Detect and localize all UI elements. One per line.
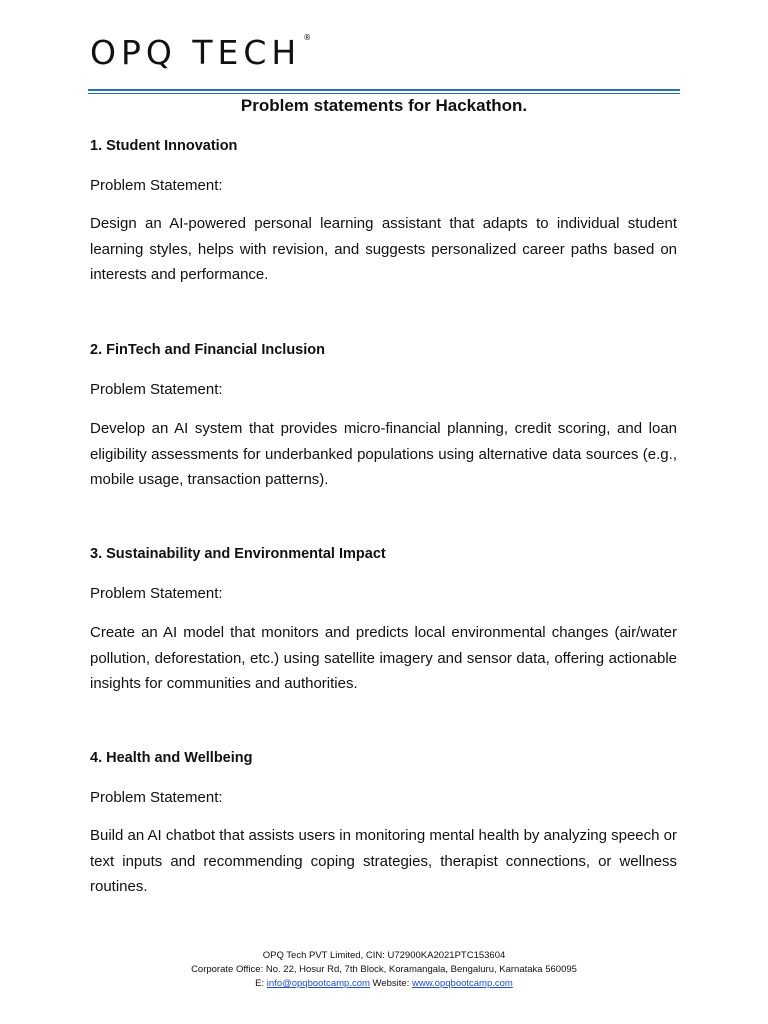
footer-contact-line — [0, 977, 768, 991]
footer-website-link[interactable]: www.opqbootcamp.com — [411, 978, 513, 989]
section-text-1: Design an AI-powered personal learning assistant that adapts to individual student learning styles, helps with revision, and suggests personalized career paths based on interests and performance. — [90, 215, 677, 283]
section-heading-1: 1. Student Innovation — [90, 138, 238, 154]
page-footer — [0, 949, 768, 991]
page-title: Problem statements for Hackathon. — [240, 96, 528, 115]
footer-email-link[interactable]: info@opqbootcamp.com — [266, 978, 370, 989]
section-text-4: Build an AI chatbot that assists users in monitoring mental health by analyzing speech or text inputs and recommending coping strategies, therapist connections, or wellness routines. — [90, 827, 677, 895]
section-heading-2: 2. FinTech and Financial Inclusion — [90, 342, 325, 358]
company-logo — [90, 33, 312, 72]
section-label-2: Problem Statement: — [90, 381, 223, 398]
header-rule-top — [88, 89, 680, 91]
registered-mark: ® — [303, 33, 312, 42]
section-text-2: Develop an AI system that provides micro-financial planning, credit scoring, and loan eligibility assessments for underbanked populations using alternative data sources (e.g., mobile usage, transaction patterns). — [90, 420, 677, 488]
section-label-4: Problem Statement: — [90, 789, 223, 806]
footer-email-prefix: E: — [255, 978, 265, 989]
logo-text: OPQ TECH — [90, 33, 302, 72]
section-text-3: Create an AI model that monitors and predicts local environmental changes (air/water pollution, deforestation, etc.) using satellite imagery and sensor data, offering actionable insights for communities and authorities. — [90, 624, 677, 692]
section-heading-4: 4. Health and Wellbeing — [90, 750, 253, 766]
footer-address-line: Corporate Office: No. 22, Hosur Rd, 7th Block, Koramangala, Bengaluru, Karnataka 560095 — [191, 964, 577, 975]
section-heading-3: 3. Sustainability and Environmental Impact — [90, 546, 386, 562]
section-label-1: Problem Statement: — [90, 177, 223, 194]
footer-company-line: OPQ Tech PVT Limited, CIN: U72900KA2021PTC153604 — [262, 950, 506, 961]
header-rule-bottom — [88, 93, 680, 94]
section-label-3: Problem Statement: — [90, 585, 223, 602]
footer-website-prefix: Website: — [372, 978, 410, 989]
